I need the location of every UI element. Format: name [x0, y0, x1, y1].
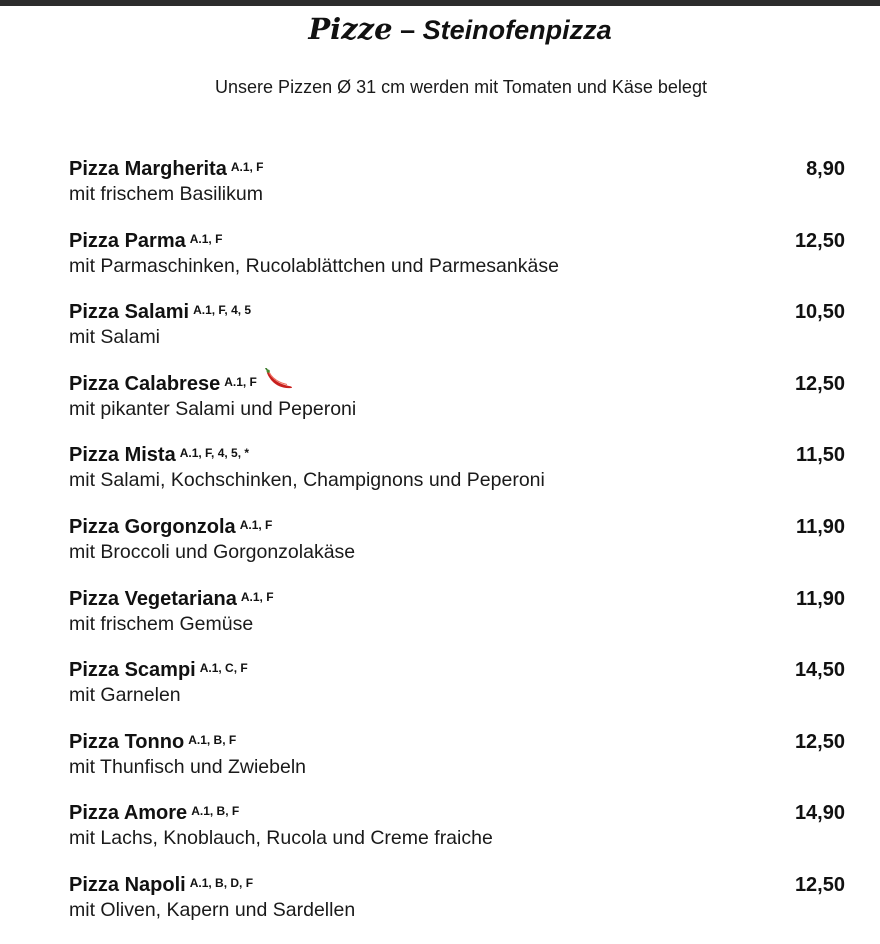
item-price: 11,90 — [796, 587, 845, 610]
item-description: mit Salami, Kochschinken, Champignons und Peperoni — [69, 469, 545, 492]
menu-item — [69, 371, 849, 443]
item-allergens: A.1, F — [240, 589, 274, 604]
page-subtitle: Unsere Pizzen Ø 31 cm werden mit Tomaten und Käse belegt — [215, 77, 707, 97]
menu-item — [69, 514, 849, 586]
menu-item — [69, 299, 849, 371]
item-name: Pizza Vegetariana $^{A.1, F}$ — [69, 587, 274, 610]
item-price: 12,50 — [794, 730, 845, 753]
item-description: mit Broccoli und Gorgonzolakäse — [69, 540, 356, 563]
top-border — [0, 0, 880, 6]
item-description: mit frischem Basilikum — [69, 183, 263, 205]
item-allergens: A.1, F — [189, 231, 223, 246]
item-price: 12,50 — [794, 873, 845, 896]
menu-item — [69, 729, 849, 801]
item-description: mit Salami — [69, 326, 161, 349]
item-name: Pizza Napoli $^{A.1, B, D, F}$ — [69, 873, 254, 896]
title-main: Steinofenpizza — [422, 15, 612, 45]
item-description: mit pikanter Salami und Peperoni — [69, 397, 357, 420]
item-name: Pizza Salami $^{A.1, F, 4, 5}$ — [69, 301, 252, 324]
item-price: 12,50 — [794, 372, 845, 395]
chili-pepper-icon — [265, 368, 295, 390]
menu-item — [69, 586, 849, 658]
item-allergens: A.1, F — [239, 517, 273, 532]
item-description: mit Garnelen — [69, 684, 181, 707]
item-allergens: A.1, F — [230, 160, 264, 174]
menu-list — [69, 156, 849, 944]
item-name: Pizza Margherita $^{A.1, F}$ — [69, 158, 264, 180]
item-allergens: A.1, F, 4, 5, * — [179, 446, 250, 461]
item-description: mit Oliven, Kapern und Sardellen — [69, 898, 356, 921]
item-allergens: A.1, B, F — [188, 732, 237, 747]
item-allergens: A.1, B, F — [191, 804, 240, 819]
item-price: 10,50 — [794, 301, 845, 324]
title-script: Pizze — [308, 12, 393, 46]
item-price: 11,90 — [796, 515, 845, 538]
item-name: Pizza Amore $^{A.1, B, F}$ — [69, 802, 240, 825]
item-price: 11,50 — [796, 444, 845, 467]
item-allergens: A.1, F, 4, 5 — [193, 303, 252, 318]
menu-item — [69, 800, 849, 872]
item-price: 8,90 — [806, 158, 845, 180]
menu-item — [69, 442, 849, 514]
item-price: 14,90 — [794, 802, 845, 825]
item-price: 14,50 — [794, 659, 845, 682]
item-description: mit Parmaschinken, Rucolablättchen und Parmesankäse — [69, 254, 559, 277]
item-name: Pizza Parma $^{A.1, F}$ — [69, 229, 223, 252]
item-allergens: A.1, F — [224, 374, 257, 389]
title-dash: – — [400, 15, 416, 45]
item-description: mit frischem Gemüse — [69, 612, 254, 635]
item-allergens: A.1, B, D, F — [189, 875, 254, 890]
menu-item — [69, 657, 849, 729]
item-name: Pizza Calabrese $^{A.1, F}$ — [69, 371, 295, 397]
item-name: Pizza Tonno $^{A.1, B, F}$ — [69, 730, 237, 753]
item-description: mit Lachs, Knoblauch, Rucola und Creme fraiche — [69, 827, 493, 850]
menu-item — [69, 156, 849, 228]
item-allergens: A.1, C, F — [199, 661, 248, 676]
menu-item — [69, 228, 849, 300]
item-name: Pizza Gorgonzola $^{A.1, F}$ — [69, 515, 273, 538]
item-price: 12,50 — [794, 229, 845, 252]
item-name: Pizza Scampi $^{A.1, C, F}$ — [69, 659, 248, 682]
page-title — [0, 12, 880, 46]
item-name: Pizza Mista $^{A.1, F, 4, 5, *}$ — [69, 444, 250, 467]
item-description: mit Thunfisch und Zwiebeln — [69, 755, 307, 778]
menu-item — [69, 872, 849, 944]
